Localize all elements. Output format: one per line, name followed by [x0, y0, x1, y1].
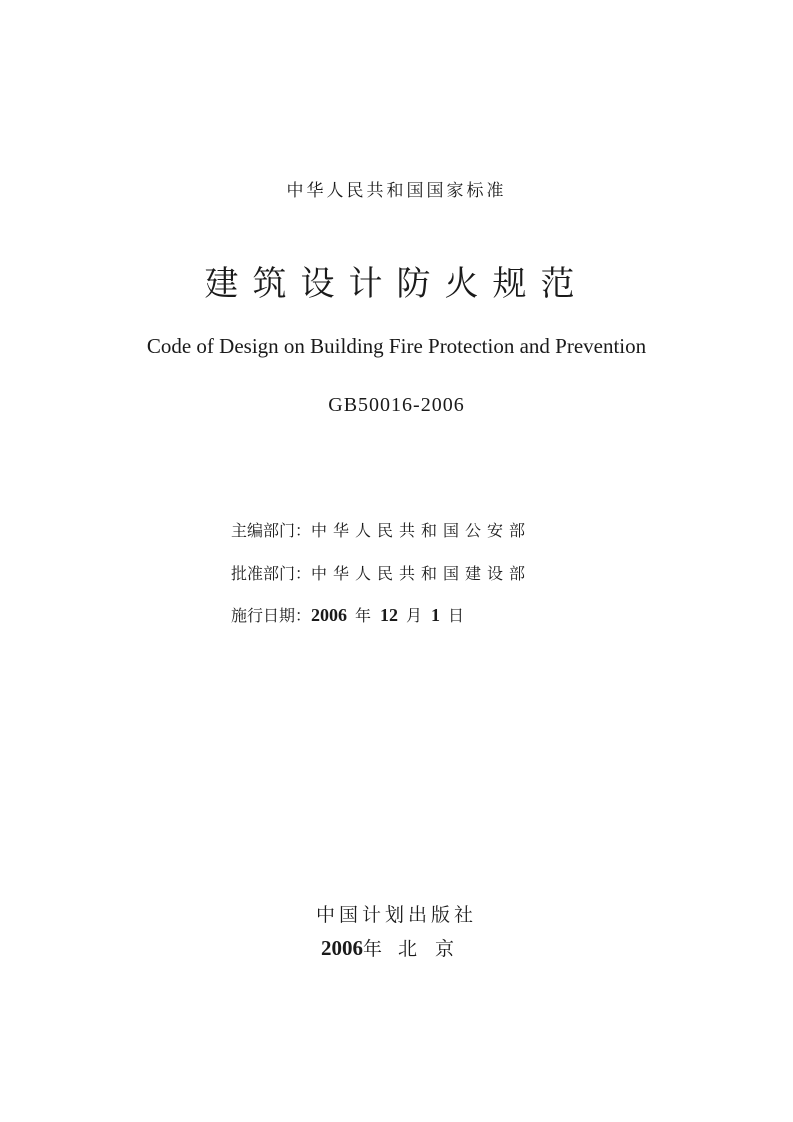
document-title-english: Code of Design on Building Fire Protection and Prevention [146, 334, 647, 358]
standard-series-heading: 中华人民共和国国家标准 [286, 181, 507, 201]
effective-date-day-unit: 日 [448, 606, 466, 625]
publisher-name: 中国计划出版社 [315, 904, 477, 926]
publication-line [0, 934, 793, 961]
editor-department-line [231, 518, 531, 541]
effective-date-year-unit: 年 [355, 606, 373, 625]
publication-city: 北京 [398, 938, 473, 960]
effective-date-month-unit: 月 [406, 606, 424, 625]
effective-date-line [231, 603, 465, 626]
publication-year: 2006 [320, 936, 363, 960]
effective-date-month: 12 [380, 605, 399, 625]
approver-department-label: 批准部门： [231, 564, 312, 583]
approver-department-line [231, 561, 531, 584]
effective-date-label: 施行日期： [231, 606, 312, 625]
effective-date-day: 1 [431, 605, 441, 625]
approver-department-value: 中华人民共和国建设部 [311, 564, 532, 583]
effective-date-year: 2006 [311, 605, 348, 625]
editor-department-value: 中华人民共和国公安部 [311, 521, 532, 540]
standard-code: GB50016-2006 [328, 394, 465, 416]
publication-year-unit: 年 [362, 938, 382, 960]
document-title-chinese: 建筑设计防火规范 [204, 264, 589, 304]
editor-department-label: 主编部门： [231, 521, 312, 540]
